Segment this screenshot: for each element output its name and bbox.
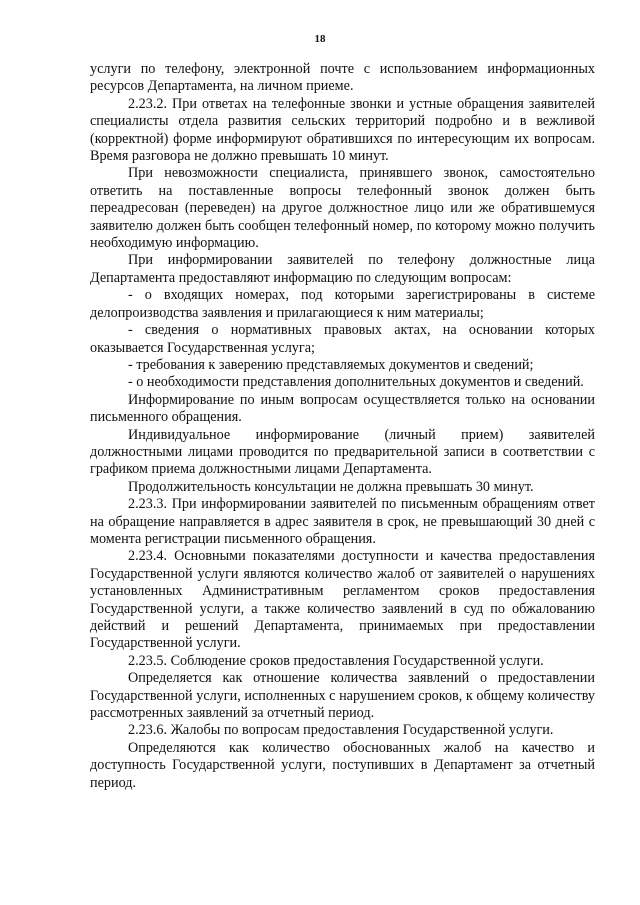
paragraph: Определяются как количество обоснованных жалоб на качество и доступность Государственной услуги, поступивших в Департамент за отчетный период.: [90, 739, 595, 791]
paragraph: При информировании заявителей по телефону должностные лица Департамента предоставляют информацию по следующим вопросам:: [90, 252, 595, 286]
list-item: - требования к заверению представляемых документов и сведений;: [128, 356, 534, 373]
document-body: [90, 61, 595, 792]
list-item: - о входящих номерах, под которыми зарегистрированы в системе делопроизводства заявления и прилагающиеся к ним материалы;: [90, 287, 595, 321]
paragraph: 2.23.6. Жалобы по вопросам предоставления Государственной услуги.: [128, 722, 554, 739]
paragraph: При невозможности специалиста, принявшего звонок, самостоятельно ответить на поставленные вопросы телефонный звонок должен быть переадресован (переведен) на другое должностное лицо или же обратившемуся заявителю должен быть сообщен телефонный номер, по которому можно получить необходимую информацию.: [90, 165, 595, 252]
paragraph: услуги по телефону, электронной почте с использованием информационных ресурсов Департамента, на личном приеме.: [90, 61, 595, 95]
paragraph: 2.23.5. Соблюдение сроков предоставления Государственной услуги.: [128, 652, 544, 669]
paragraph: Продолжительность консультации не должна превышать 30 минут.: [128, 478, 534, 495]
paragraph: 2.23.4. Основными показателями доступности и качества предоставления Государственной услуги являются количество жалоб от заявителей о нарушениях установленных Административным регламентом сроков предоставления Государственной услуги, а также количество заявлений в суд по обжалованию действий и решений Департамента, принимаемых при предоставлении Государственной услуги.: [90, 548, 595, 652]
page-number: 18: [314, 33, 326, 45]
paragraph: Определяется как отношение количества заявлений о предоставлении Государственной услуги, исполненных с нарушением сроков, к общему количеству рассмотренных заявлений за отчетный период.: [90, 670, 595, 722]
paragraph: Индивидуальное информирование (личный прием) заявителей должностными лицами проводится по предварительной записи в соответствии с графиком приема должностными лицами Департамента.: [90, 426, 595, 478]
list-item: - сведения о нормативных правовых актах, на основании которых оказывается Государственная услуга;: [90, 322, 595, 356]
list-item: - о необходимости представления дополнительных документов и сведений.: [128, 374, 584, 391]
paragraph: 2.23.3. При информировании заявителей по письменным обращениям ответ на обращение направляется в адрес заявителя в срок, не превышающий 30 дней с момента регистрации письменного обращения.: [90, 496, 595, 547]
paragraph: 2.23.2. При ответах на телефонные звонки и устные обращения заявителей специалисты отдела развития сельских территорий подробно и в вежливой (корректной) форме информируют обратившихся по интересующим их вопросам. Время разговора не должно превышать 10 минут.: [90, 95, 595, 165]
paragraph: Информирование по иным вопросам осуществляется только на основании письменного обращения.: [90, 391, 595, 426]
